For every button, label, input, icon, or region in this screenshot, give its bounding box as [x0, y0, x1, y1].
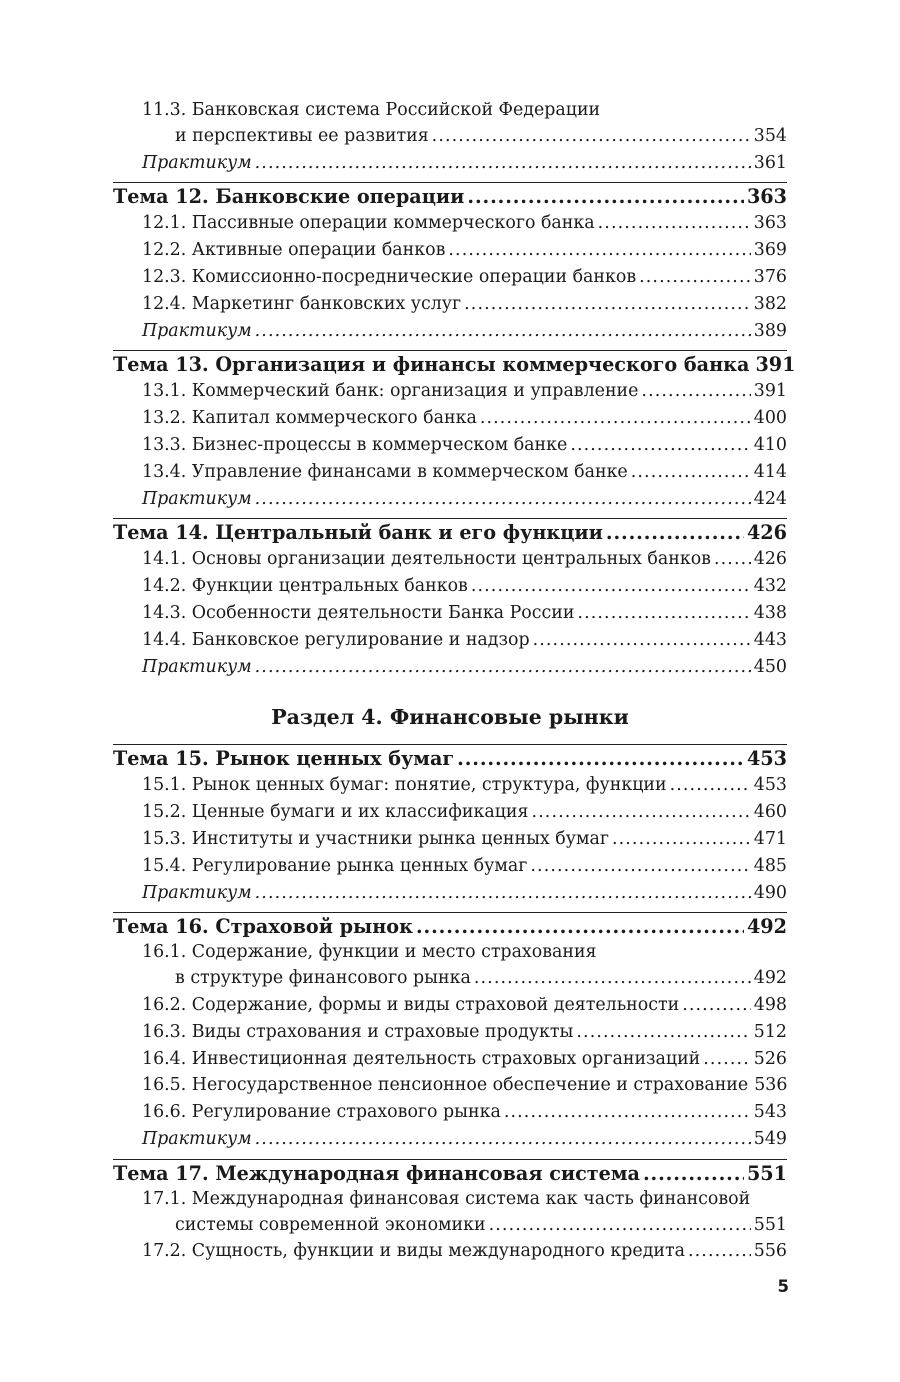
toc-entry-page: 391	[753, 381, 787, 402]
toc-practicum	[113, 318, 787, 345]
toc-topic-title: Тема 15. Рынок ценных бумаг	[113, 747, 455, 771]
toc-entry-first-line	[113, 1187, 787, 1212]
toc-entry-first-line	[113, 98, 787, 123]
toc-entry	[113, 459, 787, 486]
toc-entry	[113, 210, 787, 237]
dot-leader	[255, 1126, 751, 1153]
toc-entry-title: 13.4. Управление финансами в коммерческом банке	[142, 461, 628, 482]
toc-topic-page: 363	[746, 185, 787, 209]
toc-entry-page: 492	[753, 968, 787, 989]
dot-leader	[703, 1046, 751, 1073]
toc-practicum-title: Практикум	[142, 152, 252, 173]
dot-leader	[489, 1212, 751, 1239]
toc-entry-page: 471	[753, 828, 787, 849]
toc-topic	[113, 744, 787, 772]
toc-entry	[113, 432, 787, 459]
toc-entry-first-line-title: 16.1. Содержание, функции и место страхования	[142, 942, 597, 963]
toc-entry-first-line	[113, 940, 787, 965]
toc-entry-title: 13.2. Капитал коммерческого банка	[142, 408, 477, 429]
dot-leader	[631, 459, 751, 486]
toc-entry-title: 15.4. Регулирование рынка ценных бумаг	[142, 855, 528, 876]
toc-entry-title: 12.4. Маркетинг банковских услуг	[142, 293, 462, 314]
toc-practicum	[113, 880, 787, 907]
dot-leader	[530, 853, 750, 880]
toc-entry-title: 13.3. Бизнес-процессы в коммерческом банке	[142, 434, 568, 455]
toc-topic	[113, 518, 787, 546]
toc-entry	[113, 1099, 787, 1126]
toc-entry-page: 376	[753, 266, 787, 287]
dot-leader	[532, 799, 751, 826]
toc-practicum	[113, 654, 787, 681]
dot-leader	[576, 1019, 750, 1046]
dot-leader	[416, 913, 744, 940]
toc-entry	[113, 1072, 787, 1099]
toc-topic-title: Тема 17. Международная финансовая система	[113, 1161, 640, 1185]
toc-entry	[113, 264, 787, 291]
toc-entry	[113, 799, 787, 826]
toc-entry	[113, 378, 787, 405]
toc-entry-title: 16.6. Регулирование страхового рынка	[142, 1102, 501, 1123]
toc-entry	[113, 826, 787, 853]
dot-leader	[255, 654, 751, 681]
toc-practicum-page: 389	[753, 320, 787, 341]
toc-entry-page: 410	[753, 434, 787, 455]
toc-entry-page: 382	[753, 293, 787, 314]
table-of-contents	[113, 98, 796, 1265]
toc-entry-first-line-title: 17.1. Международная финансовая система как часть финансовой	[142, 1188, 751, 1209]
toc-entry	[113, 772, 787, 799]
dot-leader	[471, 573, 751, 600]
toc-entry-page: 443	[753, 629, 787, 650]
toc-entry-title: 14.1. Основы организации деятельности центральных банков	[142, 549, 711, 570]
toc-entry-title: 17.2. Сущность, функции и виды международного кредита	[142, 1241, 685, 1262]
toc-topic	[113, 912, 787, 940]
toc-entry-title: 12.1. Пассивные операции коммерческого банка	[142, 213, 595, 234]
toc-entry	[113, 405, 787, 432]
toc-practicum-page: 549	[753, 1128, 787, 1149]
dot-leader	[577, 600, 750, 627]
toc-entry-page: 426	[753, 549, 787, 570]
toc-practicum	[113, 150, 787, 177]
toc-entry-title: 16.2. Содержание, формы и виды страховой деятельности	[142, 994, 680, 1015]
toc-entry	[113, 1212, 787, 1239]
dot-leader	[670, 772, 751, 799]
dot-leader	[457, 745, 744, 772]
toc-entry-page: 460	[753, 802, 787, 823]
dot-leader	[643, 1160, 744, 1187]
toc-practicum	[113, 1126, 787, 1153]
dot-leader	[504, 1099, 751, 1126]
toc-entry-page: 369	[753, 240, 787, 261]
toc-entry-title: в структуре финансового рынка	[175, 968, 471, 989]
toc-entry-title: системы современной экономики	[175, 1214, 486, 1235]
toc-practicum-title: Практикум	[142, 488, 252, 509]
toc-entry	[113, 237, 787, 264]
dot-leader	[641, 378, 750, 405]
toc-entry-title: 15.2. Ценные бумаги и их классификация	[142, 802, 529, 823]
toc-practicum-title: Практикум	[142, 320, 252, 341]
toc-entry-title: 16.4. Инвестиционная деятельность страховых организаций	[142, 1048, 701, 1069]
toc-entry	[113, 1046, 787, 1073]
toc-entry-page: 453	[753, 775, 787, 796]
toc-entry	[113, 291, 787, 318]
toc-entry	[113, 546, 787, 573]
dot-leader	[639, 264, 751, 291]
toc-entry-page: 354	[753, 125, 787, 146]
page-number: 5	[777, 1277, 789, 1296]
toc-entry	[113, 853, 787, 880]
toc-topic	[113, 1159, 787, 1187]
section-heading: Раздел 4. Финансовые рынки	[271, 705, 629, 730]
toc-entry-title: 14.2. Функции центральных банков	[142, 576, 468, 597]
toc-topic	[113, 350, 796, 378]
toc-entry-page: 414	[753, 461, 787, 482]
toc-topic-page: 391	[755, 353, 796, 377]
dot-leader	[570, 432, 750, 459]
toc-entry-first-line-title: 11.3. Банковская система Российской Федерации	[142, 100, 601, 120]
dot-leader	[612, 826, 751, 853]
dot-leader	[533, 627, 751, 654]
toc-entry-page: 485	[753, 855, 787, 876]
toc-entry	[113, 627, 787, 654]
toc-topic	[113, 182, 787, 210]
toc-entry-page: 438	[753, 602, 787, 623]
toc-entry-title: 14.4. Банковское регулирование и надзор	[142, 629, 530, 650]
toc-entry-title: 15.3. Институты и участники рынка ценных бумаг	[142, 828, 609, 849]
toc-practicum-title: Практикум	[142, 656, 252, 677]
dot-leader	[432, 123, 751, 150]
dot-leader	[448, 237, 750, 264]
toc-entry-page: 400	[753, 408, 787, 429]
toc-topic-title: Тема 16. Страховой рынок	[113, 915, 413, 939]
toc-practicum-title: Практикум	[142, 1128, 252, 1149]
toc-topic-title: Тема 13. Организация и финансы коммерческого банка	[113, 353, 750, 377]
toc-entry-page: 551	[753, 1214, 787, 1235]
toc-entry	[113, 992, 787, 1019]
toc-practicum-page: 450	[753, 656, 787, 677]
toc-practicum-page: 361	[753, 152, 787, 173]
toc-entry	[113, 1238, 787, 1265]
toc-entry-page: 432	[753, 576, 787, 597]
toc-entry-page: 363	[753, 213, 787, 234]
dot-leader	[255, 880, 751, 907]
dot-leader	[480, 405, 751, 432]
toc-practicum-page: 424	[753, 488, 787, 509]
toc-entry-page: 512	[753, 1021, 787, 1042]
toc-topic-page: 492	[746, 915, 787, 939]
dot-leader	[467, 183, 744, 210]
toc-topic-page: 426	[746, 521, 787, 545]
toc-entry-title: 15.1. Рынок ценных бумаг: понятие, структура, функции	[142, 775, 667, 796]
toc-entry	[113, 123, 787, 150]
dot-leader	[255, 486, 751, 513]
dot-leader	[688, 1238, 751, 1265]
dot-leader	[255, 150, 751, 177]
toc-entry-title: 16.5. Негосударственное пенсионное обеспечение и страхование	[142, 1075, 749, 1096]
dot-leader	[255, 318, 751, 345]
toc-entry	[113, 600, 787, 627]
toc-entry	[113, 1019, 787, 1046]
toc-entry-title: 12.2. Активные операции банков	[142, 240, 446, 261]
toc-entry-title: и перспективы ее развития	[175, 125, 429, 146]
toc-entry-title: 16.3. Виды страхования и страховые продукты	[142, 1021, 574, 1042]
dot-leader	[474, 965, 751, 992]
toc-topic-page: 453	[746, 747, 787, 771]
toc-entry	[113, 965, 787, 992]
toc-entry-page: 556	[753, 1241, 787, 1262]
toc-entry-title: 12.3. Комиссионно-посреднические операции банков	[142, 266, 637, 287]
dot-leader	[714, 546, 751, 573]
toc-practicum	[113, 486, 787, 513]
toc-practicum-page: 490	[753, 882, 787, 903]
toc-entry-title: 14.3. Особенности деятельности Банка России	[142, 602, 575, 623]
dot-leader	[598, 210, 751, 237]
toc-practicum-title: Практикум	[142, 882, 252, 903]
toc-entry-page: 536	[754, 1075, 788, 1096]
dot-leader	[464, 291, 751, 318]
toc-topic-title: Тема 14. Центральный банк и его функции	[113, 521, 603, 545]
toc-entry-page: 498	[753, 994, 787, 1015]
toc-entry	[113, 573, 787, 600]
toc-entry-page: 543	[753, 1102, 787, 1123]
toc-entry-title: 13.1. Коммерческий банк: организация и управление	[142, 381, 639, 402]
dot-leader	[682, 992, 751, 1019]
toc-topic-title: Тема 12. Банковские операции	[113, 185, 465, 209]
toc-entry-page: 526	[753, 1048, 787, 1069]
toc-topic-page: 551	[746, 1161, 787, 1185]
dot-leader	[606, 519, 744, 546]
